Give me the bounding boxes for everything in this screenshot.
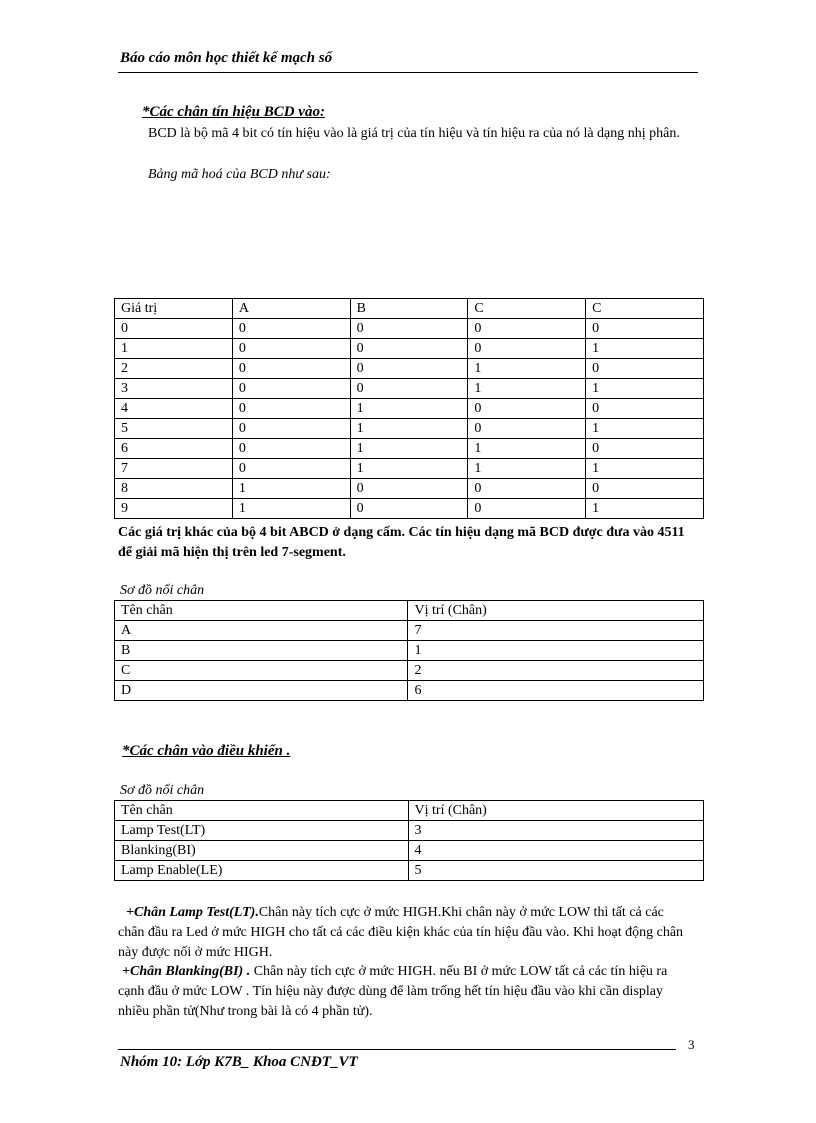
- control-pin-table: [114, 800, 704, 881]
- table-cell: 0: [232, 459, 350, 479]
- bcd-table-row: [115, 479, 704, 499]
- bcd-table-row: [115, 399, 704, 419]
- bcd-intro-paragraph: BCD là bộ mã 4 bit có tín hiệu vào là giá trị của tín hiệu và tín hiệu ra của nó là dạng nhị phân.: [148, 126, 680, 141]
- table-cell: Lamp Enable(LE): [115, 861, 409, 881]
- table-cell: D: [115, 681, 408, 701]
- table-cell: 0: [232, 359, 350, 379]
- bcd-table-row: [115, 419, 704, 439]
- bcd-table-row: [115, 359, 704, 379]
- table-header-cell: A: [232, 299, 350, 319]
- table-header-cell: Tên chân: [115, 601, 408, 621]
- table-cell: 0: [586, 439, 704, 459]
- pin-table-row: [115, 641, 704, 661]
- table-cell: 0: [232, 439, 350, 459]
- bcd-code-table: [114, 298, 704, 519]
- table-cell: 0: [350, 359, 468, 379]
- lamp-test-label: +Chân Lamp Test(LT).: [126, 905, 259, 920]
- bcd-table-row: [115, 379, 704, 399]
- table-header-cell: C: [586, 299, 704, 319]
- table-header-cell: Vị trí (Chân): [408, 801, 703, 821]
- pin-table-row: [115, 621, 704, 641]
- lamp-test-text: Chân này tích cực ở mức HIGH.Khi chân này ở mức LOW thì tất cả các chân đầu ra Led ở mức HIGH cho tất cả các điều kiện khác của tín hiệu đầu vào. Khi hoạt động chân này được nối ở mức HIGH.: [118, 905, 684, 960]
- bcd-table-intro: Bảng mã hoá của BCD như sau:: [148, 167, 331, 182]
- pin-table-2-caption: Sơ đồ nối chân: [120, 783, 205, 798]
- bcd-pin-table: [114, 600, 704, 701]
- table-cell: 1: [350, 439, 468, 459]
- table-cell: 0: [350, 319, 468, 339]
- table-cell: 7: [408, 621, 704, 641]
- bcd-table-row: [115, 319, 704, 339]
- table-cell: 0: [350, 499, 468, 519]
- table-cell: A: [115, 621, 408, 641]
- table-cell: 0: [350, 339, 468, 359]
- table-cell: 0: [468, 499, 586, 519]
- table-cell: 1: [232, 499, 350, 519]
- footer-divider: [118, 1049, 676, 1050]
- table-header-cell: Tên chân: [115, 801, 409, 821]
- table-cell: Blanking(BI): [115, 841, 409, 861]
- table-cell: 1: [350, 459, 468, 479]
- table-cell: 0: [232, 379, 350, 399]
- page-header-title: Báo cáo môn học thiết kế mạch số: [120, 50, 333, 66]
- table-cell: 0: [586, 319, 704, 339]
- table-cell: 0: [468, 419, 586, 439]
- table-cell: 9: [115, 499, 233, 519]
- table-cell: 0: [586, 399, 704, 419]
- table-cell: 8: [115, 479, 233, 499]
- bcd-table-row: [115, 439, 704, 459]
- blanking-paragraph: [118, 962, 693, 1022]
- table-cell: 0: [468, 319, 586, 339]
- bcd-table-row: [115, 339, 704, 359]
- bcd-note-paragraph: Các giá trị khác của bộ 4 bit ABCD ở dạng cấm. Các tín hiệu dạng mã BCD được đưa vào 4511 để giải mã hiện thị trên led 7-segment.: [118, 525, 685, 560]
- table-cell: 1: [586, 459, 704, 479]
- table-cell: 0: [468, 479, 586, 499]
- table-cell: 0: [350, 379, 468, 399]
- table-cell: 0: [232, 399, 350, 419]
- table-cell: 1: [586, 499, 704, 519]
- table-header-row: [115, 601, 704, 621]
- table-cell: 1: [115, 339, 233, 359]
- table-cell: 4: [115, 399, 233, 419]
- table-cell: C: [115, 661, 408, 681]
- table-header-cell: B: [350, 299, 468, 319]
- header-divider: [118, 72, 698, 73]
- control-pin-row: [115, 841, 704, 861]
- bcd-table-row: [115, 499, 704, 519]
- control-pin-row: [115, 861, 704, 881]
- table-cell: 0: [232, 419, 350, 439]
- table-cell: 4: [408, 841, 703, 861]
- pin-table-row: [115, 661, 704, 681]
- table-cell: 1: [586, 379, 704, 399]
- table-cell: 1: [468, 359, 586, 379]
- table-cell: 3: [408, 821, 703, 841]
- blanking-label: +Chân Blanking(BI) .: [122, 964, 251, 979]
- table-header-row: [115, 801, 704, 821]
- table-header-row: [115, 299, 704, 319]
- table-cell: 5: [408, 861, 703, 881]
- table-cell: B: [115, 641, 408, 661]
- table-cell: 0: [350, 479, 468, 499]
- bcd-table-row: [115, 459, 704, 479]
- pin-table-row: [115, 681, 704, 701]
- table-cell: 0: [468, 339, 586, 359]
- table-cell: 1: [468, 439, 586, 459]
- table-header-cell: C: [468, 299, 586, 319]
- table-cell: 0: [232, 319, 350, 339]
- table-cell: 1: [350, 419, 468, 439]
- table-cell: 0: [232, 339, 350, 359]
- table-cell: 0: [586, 359, 704, 379]
- table-cell: 1: [586, 419, 704, 439]
- table-cell: Lamp Test(LT): [115, 821, 409, 841]
- control-section-heading: *Các chân vào điều khiển .: [122, 743, 291, 759]
- lamp-test-paragraph: [118, 903, 693, 963]
- page-number: 3: [688, 1037, 695, 1052]
- table-cell: 5: [115, 419, 233, 439]
- table-cell: 1: [468, 459, 586, 479]
- table-cell: 1: [408, 641, 704, 661]
- control-pin-row: [115, 821, 704, 841]
- table-header-cell: Vị trí (Chân): [408, 601, 704, 621]
- table-cell: 0: [468, 399, 586, 419]
- table-cell: 3: [115, 379, 233, 399]
- table-cell: 7: [115, 459, 233, 479]
- blanking-text: Chân này tích cực ở mức HIGH. nếu BI ở mức LOW tất cả các tín hiệu ra cạnh đầu ở mức LOW . Tín hiệu này được dùng để làm trống hết tín hiệu đầu vào khi cần display nhiều phần tử(Như trong bài là có 4 phần tử).: [118, 964, 668, 1019]
- bcd-section-heading: *Các chân tín hiệu BCD vào:: [142, 104, 325, 120]
- table-cell: 0: [115, 319, 233, 339]
- table-cell: 0: [586, 479, 704, 499]
- table-header-cell: Giá trị: [115, 299, 233, 319]
- table-cell: 2: [408, 661, 704, 681]
- table-cell: 2: [115, 359, 233, 379]
- table-cell: 6: [408, 681, 704, 701]
- page-footer-text: Nhóm 10: Lớp K7B_ Khoa CNĐT_VT: [120, 1054, 358, 1070]
- table-cell: 1: [468, 379, 586, 399]
- table-cell: 1: [350, 399, 468, 419]
- table-cell: 1: [232, 479, 350, 499]
- pin-table-1-caption: Sơ đồ nối chân: [120, 583, 205, 598]
- table-cell: 1: [586, 339, 704, 359]
- table-cell: 6: [115, 439, 233, 459]
